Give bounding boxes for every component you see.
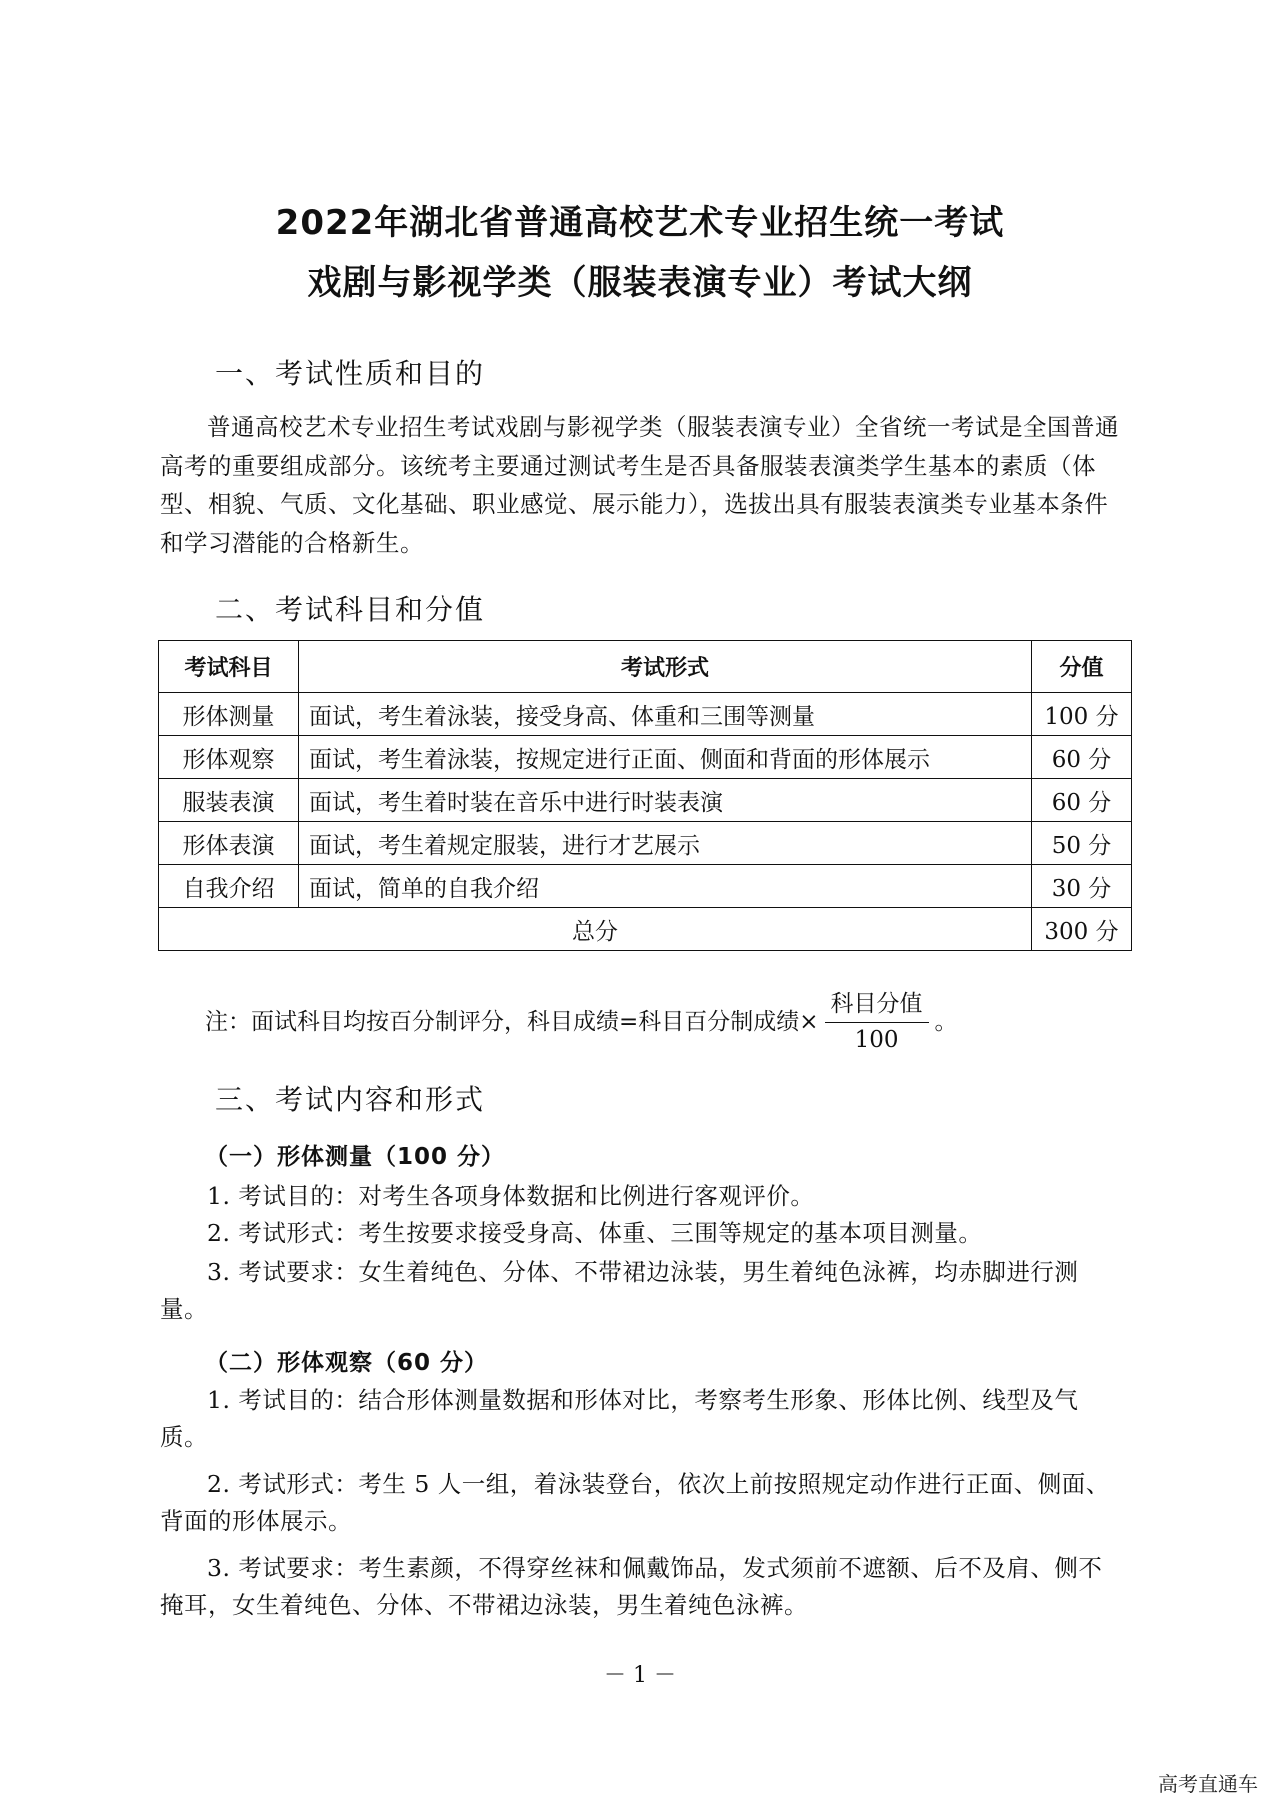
subsection1-item: 1. 考试目的：对考生各项身体数据和比例进行客观评价。 <box>207 1182 815 1210</box>
score-note <box>205 985 958 1053</box>
table-header-subject: 考试科目 <box>159 641 299 693</box>
table-cell-score: 50 分 <box>1032 822 1132 865</box>
table-total-score: 300 分 <box>1032 908 1132 951</box>
subsection1-heading: （一）形体测量（100 分） <box>205 1144 506 1170</box>
subsection2-heading: （二）形体观察（60 分） <box>205 1350 489 1376</box>
fraction-numerator: 科目分值 <box>825 985 929 1023</box>
table-cell-subject: 自我介绍 <box>159 865 299 908</box>
table-header-row <box>159 641 1132 693</box>
table-cell-score: 60 分 <box>1032 736 1132 779</box>
table-total-row <box>159 908 1132 951</box>
subsection1-item: 3. 考试要求：女生着纯色、分体、不带裙边泳装，男生着纯色泳裤，均赤脚进行测量。 <box>160 1258 1079 1323</box>
subsection2-item: 1. 考试目的：结合形体测量数据和形体对比，考察考生形象、形体比例、线型及气质。 <box>160 1386 1079 1451</box>
section3-heading: 三、考试内容和形式 <box>215 1083 486 1116</box>
watermark: 高考直通车 <box>1158 1772 1258 1796</box>
page-number: － 1 － <box>604 1663 676 1688</box>
score-table <box>158 640 1132 951</box>
table-cell-form: 面试，考生着泳装，接受身高、体重和三围等测量 <box>299 693 1032 736</box>
table-cell-subject: 形体表演 <box>159 822 299 865</box>
table-row <box>159 822 1132 865</box>
table-total-label: 总分 <box>159 908 1032 951</box>
note-suffix: 。 <box>934 1008 958 1035</box>
table-cell-form: 面试，考生着泳装，按规定进行正面、侧面和背面的形体展示 <box>299 736 1032 779</box>
table-cell-form: 面试，考生着规定服装，进行才艺展示 <box>299 822 1032 865</box>
note-prefix: 注：面试科目均按百分制评分，科目成绩=科目百分制成绩× <box>205 1008 819 1035</box>
table-row <box>159 693 1132 736</box>
table-cell-score: 60 分 <box>1032 779 1132 822</box>
table-header-score: 分值 <box>1032 641 1132 693</box>
table-cell-score: 100 分 <box>1032 693 1132 736</box>
subsection2-item: 3. 考试要求：考生素颜，不得穿丝袜和佩戴饰品，发式须前不遮额、后不及肩、侧不掩耳，女生着纯色、分体、不带裙边泳装，男生着纯色泳裤。 <box>160 1554 1103 1619</box>
table-cell-subject: 形体观察 <box>159 736 299 779</box>
fraction-denominator: 100 <box>854 1027 899 1053</box>
table-cell-score: 30 分 <box>1032 865 1132 908</box>
table-cell-form: 面试，考生着时装在音乐中进行时装表演 <box>299 779 1032 822</box>
document-title-line1: 2022年湖北省普通高校艺术专业招生统一考试 <box>275 203 1005 243</box>
table-row <box>159 779 1132 822</box>
table-cell-form: 面试，简单的自我介绍 <box>299 865 1032 908</box>
table-row <box>159 736 1132 779</box>
table-cell-subject: 形体测量 <box>159 693 299 736</box>
subsection1-item: 2. 考试形式：考生按要求接受身高、体重、三围等规定的基本项目测量。 <box>207 1219 983 1247</box>
score-fraction <box>825 985 929 1053</box>
table-row <box>159 865 1132 908</box>
section1-heading: 一、考试性质和目的 <box>215 357 486 390</box>
table-cell-subject: 服装表演 <box>159 779 299 822</box>
table-header-form: 考试形式 <box>299 641 1032 693</box>
subsection2-item: 2. 考试形式：考生 5 人一组，着泳装登台，依次上前按照规定动作进行正面、侧面、背面的形体展示。 <box>160 1470 1110 1535</box>
section2-heading: 二、考试科目和分值 <box>215 593 486 626</box>
document-title-line2: 戏剧与影视学类（服装表演专业）考试大纲 <box>307 263 973 303</box>
section1-body: 普通高校艺术专业招生考试戏剧与影视学类（服装表演专业）全省统一考试是全国普通高考的重要组成部分。该统考主要通过测试考生是否具备服装表演类学生基本的素质（体型、相貌、气质、文化基础、职业感觉、展示能力），选拔出具有服装表演类专业基本条件和学习潜能的合格新生。 <box>160 413 1119 557</box>
